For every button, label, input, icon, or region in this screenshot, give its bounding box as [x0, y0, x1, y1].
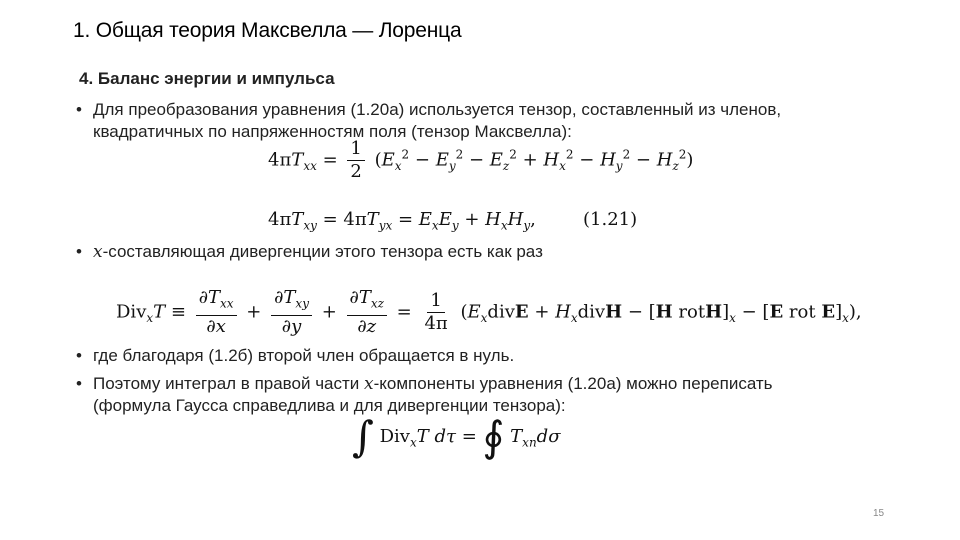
equation-divergence: Div$_x$T ≡ $\frac{\partial T_{xx}}{\partial x}$ + $\frac{\partial T_{xy}}{\partial y}$ + $\frac{\partial T_{xz}}{\partial z}$ = $\frac{1}{4\pi}$ ($E_xdivE$ + $H_xdivH - [H$ $rotH]_x - [E$ rot $E]_x$), — [116, 287, 862, 337]
bullet-4-variable: x — [364, 374, 374, 394]
bullet-dot: • — [76, 100, 82, 119]
slide-title: 1. Общая теория Максвелла — Лоренца — [73, 19, 462, 42]
bullet-2 — [76, 241, 543, 263]
integral-sign: ∫ — [352, 412, 374, 461]
equation-txy: $4\pi T_{xy} = 4\pi T_{yx} = E_xE_y + H_xH_y$, — [268, 209, 536, 233]
equation-number: (1.21) — [583, 209, 638, 230]
bullet-1-line-1: Для преобразования уравнения (1.20а) используется тензор, составленный из членов, — [93, 100, 782, 119]
equation-txx: $4\pi T_{xx}$ = $\frac{1}{2}$ $(E_x^2 - E_y^2 - E_z^2 + H_x^2 - H_y^2 - H_z^2)$ — [268, 138, 694, 182]
bullet-4-text-b: -компоненты уравнения (1.20а) можно переписать — [373, 374, 773, 393]
contour-integral-sign: ∮ — [482, 412, 505, 461]
bullet-dot: • — [76, 346, 82, 365]
section-heading: 4. Баланс энергии и импульса — [79, 69, 335, 88]
equation-integral: ∫ Div$_x$T dτ = ∮ $T_{xn}d\sigma$ — [352, 412, 561, 461]
bullet-2-text: -составляющая дивергенции этого тензора есть как раз — [102, 242, 543, 261]
bullet-3 — [76, 345, 515, 367]
page-number: 15 — [873, 508, 885, 519]
bullet-1 — [76, 99, 782, 143]
bullet-1-line-2: квадратичных по напряженностям поля (тензор Максвелла): — [93, 122, 572, 141]
bullet-2-variable: x — [93, 242, 103, 262]
bullet-4-text-a: Поэтому интеграл в правой части — [93, 374, 365, 393]
bullet-4 — [76, 373, 773, 417]
bullet-4-line-2: (формула Гаусса справедлива и для дивергенции тензора): — [93, 396, 566, 415]
bullet-3-text: где благодаря (1.2б) второй член обращается в нуль. — [93, 346, 515, 365]
bullet-dot: • — [76, 242, 82, 261]
bullet-dot: • — [76, 374, 82, 393]
